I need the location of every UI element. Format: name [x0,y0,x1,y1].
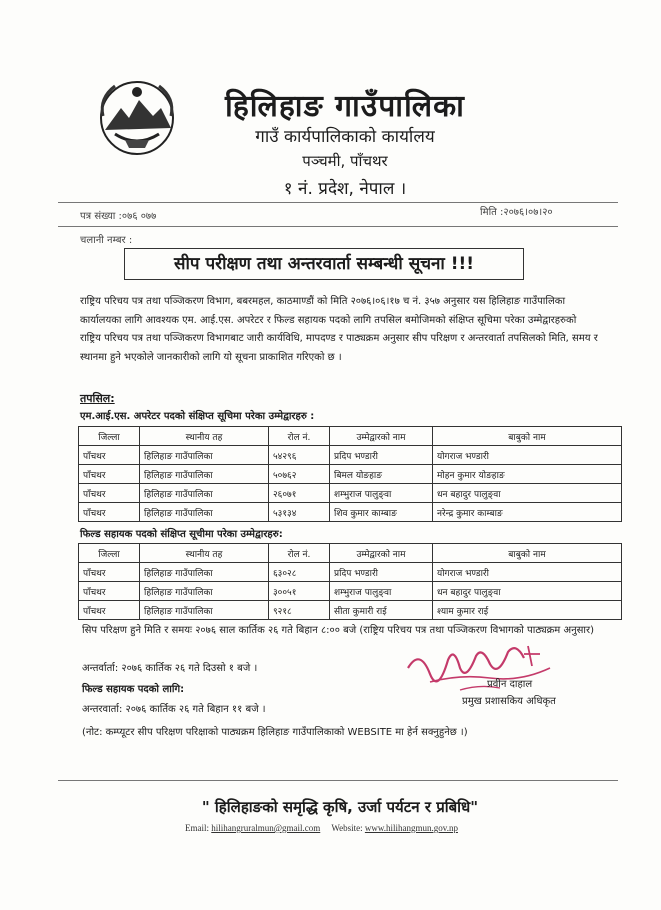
email-label: Email: [185,823,209,833]
column-header: जिल्ला [79,544,140,563]
table-cell: हिलिहाङ गाउँपालिका [140,446,269,465]
table-cell: ६३०२८ [269,563,330,582]
table-cell: ९२१८ [269,601,330,620]
header-divider [58,202,618,203]
table-cell: प्रदिप भण्डारी [330,446,433,465]
table-cell: श्याम कुमार राई [433,601,622,620]
table-cell: योगराज भण्डारी [433,563,622,582]
table-cell: पाँचथर [79,446,140,465]
signatory-name: प्रवीन दाहाल [487,679,533,690]
column-header: बाबुको नाम [433,427,622,446]
signatory-designation: प्रमुख प्रशासकिय अधिकृत [462,696,556,707]
table-cell: शिव कुमार काम्बाङ [330,503,433,522]
table-row [79,582,622,601]
details-label: तपसिल: [80,392,115,405]
nepal-emblem-icon [95,78,180,160]
office-province: १ नं. प्रदेश, नेपाल । [283,179,407,199]
municipality-title: हिलिहाङ गाउँपालिका [225,89,465,124]
table-cell: हिलिहाङ गाउँपालिका [140,503,269,522]
reference-number: पत्र संख्या :०७६ ०७७ [80,211,157,222]
table-row [79,601,622,620]
notice-body: राष्ट्रिय परिचय पत्र तथा पञ्जिकरण विभाग, बबरमहल, काठमाण्डौं को मिति २०७६।०६।१७ च नं. ३५७ अनुसार यस हिलिहाङ गाउँपालिका कार्यालयका लागि आवश्यक एम. आई.एस. अपरेटर र फिल्ड सहायक पदको लागि तपसिल बमोजिमको संक्षिप्त सूचिमा परेका उम्मेद्वारहरुको राष्ट्रिय परिचय पत्र तथा पञ्जिकरण विभागबाट जारी कार्यविधि, मापदण्ड र पाठ्यक्रम अनुसार सीप परिक्षण र अन्तरवार्ता तपसिलको मिति, समय र स्थानमा हुने भएकोले जानकारीको लागि यो सूचना प्राकाशित गरिएको छ । [80,296,598,363]
column-header: उम्मेद्वारको नाम [330,427,433,446]
skill-test-schedule: सिप परिक्षण हुने मिति र समयः २०७६ साल कार्तिक २६ गते बिहान ८:०० बजे (राष्ट्रिय परिचय पत्र तथा पञ्जिकरण विभागको पाठ्यक्रम अनुसार) [82,625,594,636]
table-cell: पाँचथर [79,563,140,582]
table-cell: ३००५१ [269,582,330,601]
website-label: Website: [331,823,363,833]
field-section-heading: फिल्ड सहायक पदको संक्षिप्त सूचीमा परेका उम्मेद्वारहरु: [80,529,283,540]
column-header: रोल नं. [269,427,330,446]
meta-divider [58,226,618,227]
column-header: जिल्ला [79,427,140,446]
notice-title: सीप परीक्षण तथा अन्तरवार्ता सम्बन्धी सूचना !!! [124,248,524,280]
footer-divider [58,780,618,781]
table-row [79,465,622,484]
table-cell: २६०७१ [269,484,330,503]
mis-interview-schedule: अन्तर्वार्ता: २०७६ कार्तिक २६ गते दिउसो १ बजे । [82,663,258,674]
table-cell: हिलिहाङ गाउँपालिका [140,484,269,503]
office-subtitle: गाउँ कार्यपालिकाको कार्यालय [255,127,435,147]
column-header: स्थानीय तह [140,427,269,446]
table-cell: बिमल योङहाङ [330,465,433,484]
table-cell: मोहन कुमार योङहाङ [433,465,622,484]
mis-section-heading: एम.आई.एस. अपरेटर पदको संक्षिप्त सूचिमा परेका उम्मेद्वारहरु : [80,411,315,422]
table-cell: शम्भुराज पालुङ्वा [330,484,433,503]
table-cell: पाँचथर [79,503,140,522]
table-row [79,484,622,503]
table-cell: धन बहादुर पालुङ्वा [433,484,622,503]
table-row [79,446,622,465]
table-cell: पाँचथर [79,465,140,484]
letter-date: मिति :२०७६।०७।२० [480,207,553,218]
contact-line [185,823,458,833]
column-header: बाबुको नाम [433,544,622,563]
field-assistant-heading: फिल्ड सहायक पदको लागि: [82,684,185,695]
table-row [79,503,622,522]
table-header-row [79,544,622,563]
table-cell: पाँचथर [79,601,140,620]
table-cell: ५३१३४ [269,503,330,522]
column-header: उम्मेद्वारको नाम [330,544,433,563]
table-cell: हिलिहाङ गाउँपालिका [140,563,269,582]
table-row [79,563,622,582]
table-cell: शम्भुराज पालुङ्वा [330,582,433,601]
table-cell: हिलिहाङ गाउँपालिका [140,465,269,484]
website-link[interactable]: www.hilihangmun.gov.np [364,823,458,833]
syllabus-note: (नोट: कम्प्यूटर सीप परिक्षण परिक्षाको पाठ्यक्रम हिलिहाङ गाउँपालिकाको WEBSITE मा हेर्न सक्नुहुनेछ ।) [82,727,468,738]
table-cell: पाँचथर [79,484,140,503]
table-cell: पाँचथर [79,582,140,601]
column-header: रोल नं. [269,544,330,563]
column-header: स्थानीय तह [140,544,269,563]
field-interview-schedule: अन्तरवार्ता: २०७६ कार्तिक २६ गते बिहान ११ बजे । [82,704,266,715]
table-cell: हिलिहाङ गाउँपालिका [140,582,269,601]
table-cell: धन बहादुर पालुङ्वा [433,582,622,601]
table-cell: प्रदिप भण्डारी [330,563,433,582]
table-cell: सीता कुमारी राई [330,601,433,620]
office-address: पञ्चमी, पाँचथर [302,152,388,170]
table-cell: ५०७६२ [269,465,330,484]
table-cell: योगराज भण्डारी [433,446,622,465]
table-header-row [79,427,622,446]
table-cell: हिलिहाङ गाउँपालिका [140,601,269,620]
mis-candidate-table [78,426,622,522]
field-candidate-table [78,543,622,620]
email-link[interactable]: hilihangruralmun@gmail.com [211,823,321,833]
table-cell: ५४२९६ [269,446,330,465]
table-cell: नरेन्द्र कुमार काम्बाङ [433,503,622,522]
dispatch-number: चलानी नम्बर : [80,235,133,246]
municipality-slogan: " हिलिहाङको समृद्धि कृषि, उर्जा पर्यटन र प्रबिधि" [201,798,479,816]
